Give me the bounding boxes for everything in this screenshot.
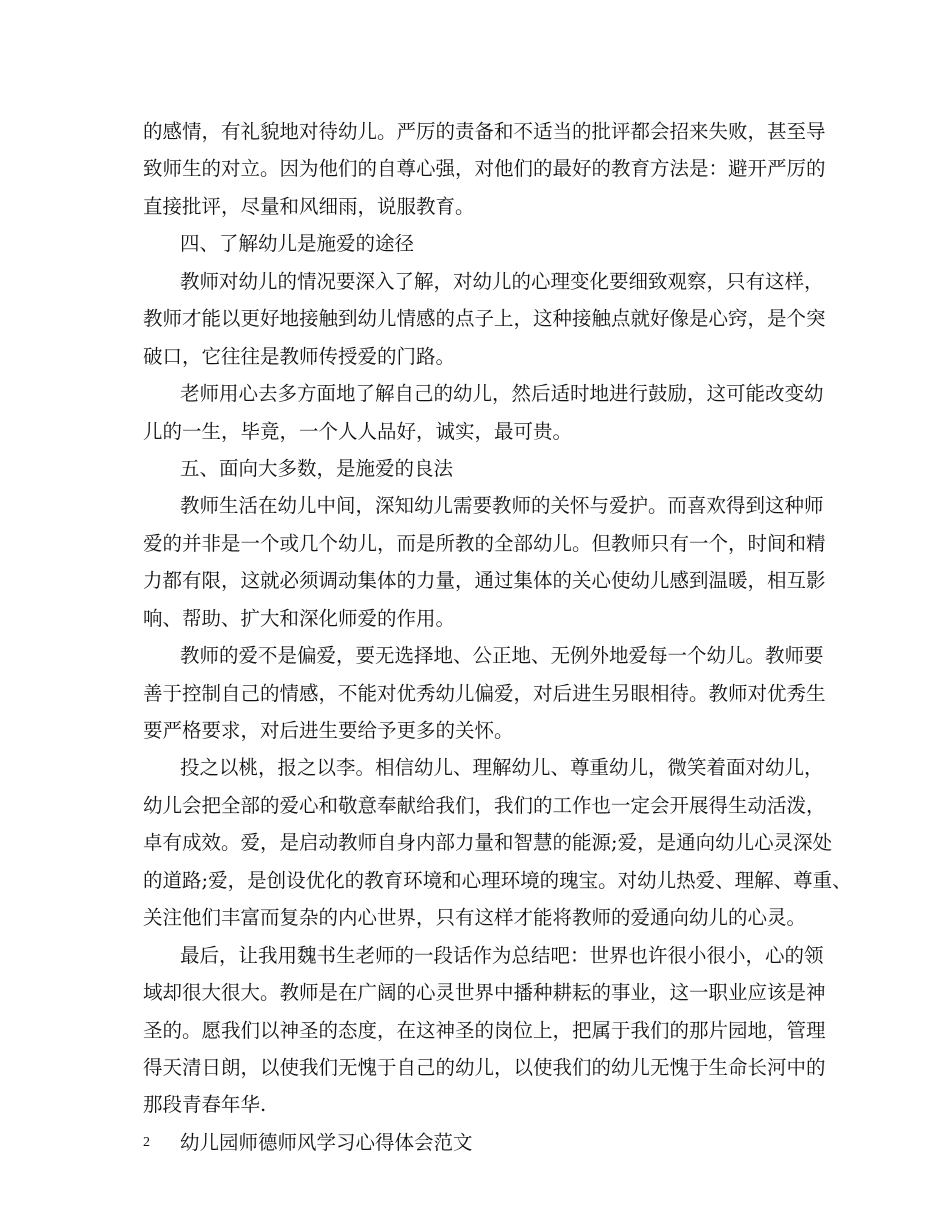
text-line: 幼儿会把全部的爱心和敬意奉献给我们，我们的工作也一定会开展得生动活泼， bbox=[143, 793, 826, 817]
text-line: 要严格要求，对后进生要给予更多的关怀。 bbox=[143, 719, 514, 742]
body-text bbox=[143, 113, 852, 1161]
text-line: 善于控制自己的情感，不能对优秀幼儿偏爱，对后进生另眼相待。教师对优秀生 bbox=[143, 681, 826, 705]
text-line: 最后，让我用魏书生老师的一段话作为总结吧：世界也许很小很小，心的领 bbox=[180, 943, 824, 967]
text-line: 力都有限，这就必须调动集体的力量，通过集体的关心使幼儿感到温暖，相互影 bbox=[143, 569, 826, 593]
text-line: 教师对幼儿的情况要深入了解，对幼儿的心理变化要细致观察，只有这样， bbox=[180, 269, 824, 293]
text-line: 关注他们丰富而复杂的内心世界，只有这样才能将教师的爱通向幼儿的心灵。 bbox=[143, 906, 807, 930]
text-line: 圣的。愿我们以神圣的态度，在这神圣的岗位上，把属于我们的那片园地，管理 bbox=[143, 1018, 826, 1042]
text-line: 教师生活在幼儿中间，深知幼儿需要教师的关怀与爱护。而喜欢得到这种师 bbox=[180, 494, 824, 518]
text-line: 五、面向大多数，是施爱的良法 bbox=[180, 456, 454, 480]
text-line: 儿的一生，毕竟，一个人人品好，诚实，最可贵。 bbox=[143, 419, 573, 443]
text-line: 响、帮助、扩大和深化师爱的作用。 bbox=[143, 606, 456, 630]
text-line: 教师才能以更好地接触到幼儿情感的点子上，这种接触点就好像是心窍，是个突 bbox=[143, 307, 826, 331]
text-line: 那段青春年华. bbox=[143, 1093, 267, 1117]
text-line: 的感情，有礼貌地对待幼儿。严厉的责备和不适当的批评都会招来失败，甚至导 bbox=[143, 120, 826, 143]
text-line: 卓有成效。爱，是启动教师自身内部力量和智慧的能源;爱，是通向幼儿心灵深处 bbox=[143, 831, 833, 855]
text-line: 教师的爱不是偏爱，要无选择地、公正地、无例外地爱每一个幼儿。教师要 bbox=[180, 644, 824, 668]
text-line: 域却很大很大。教师是在广阔的心灵世界中播种耕耘的事业，这一职业应该是神 bbox=[143, 981, 826, 1005]
text-line: 破口，它往往是教师传授爱的门路。 bbox=[143, 344, 456, 368]
text-line: 四、了解幼儿是施爱的途径 bbox=[180, 232, 415, 256]
text-line: 的道路;爱，是创设优化的教育环境和心理环境的瑰宝。对幼儿热爱、理解、尊重、 bbox=[143, 868, 852, 892]
page-number: 2 bbox=[143, 1135, 150, 1150]
text-line: 直接批评，尽量和风细雨，说服教育。 bbox=[143, 194, 475, 218]
text-line: 致师生的对立。因为他们的自尊心强，对他们的最好的教育方法是：避开严厉的 bbox=[143, 157, 826, 181]
text-line: 得天清日朗，以使我们无愧于自己的幼儿，以使我们的幼儿无愧于生命长河中的 bbox=[143, 1055, 826, 1079]
text-line: 投之以桃，报之以李。相信幼儿、理解幼儿、尊重幼儿，微笑着面对幼儿， bbox=[180, 756, 824, 780]
text-line: 爱的并非是一个或几个幼儿，而是所教的全部幼儿。但教师只有一个，时间和精 bbox=[143, 531, 826, 555]
text-line: 老师用心去多方面地了解自己的幼儿，然后适时地进行鼓励，这可能改变幼 bbox=[180, 382, 824, 406]
text-line: 幼儿园师德师风学习心得体会范文 bbox=[180, 1130, 473, 1154]
